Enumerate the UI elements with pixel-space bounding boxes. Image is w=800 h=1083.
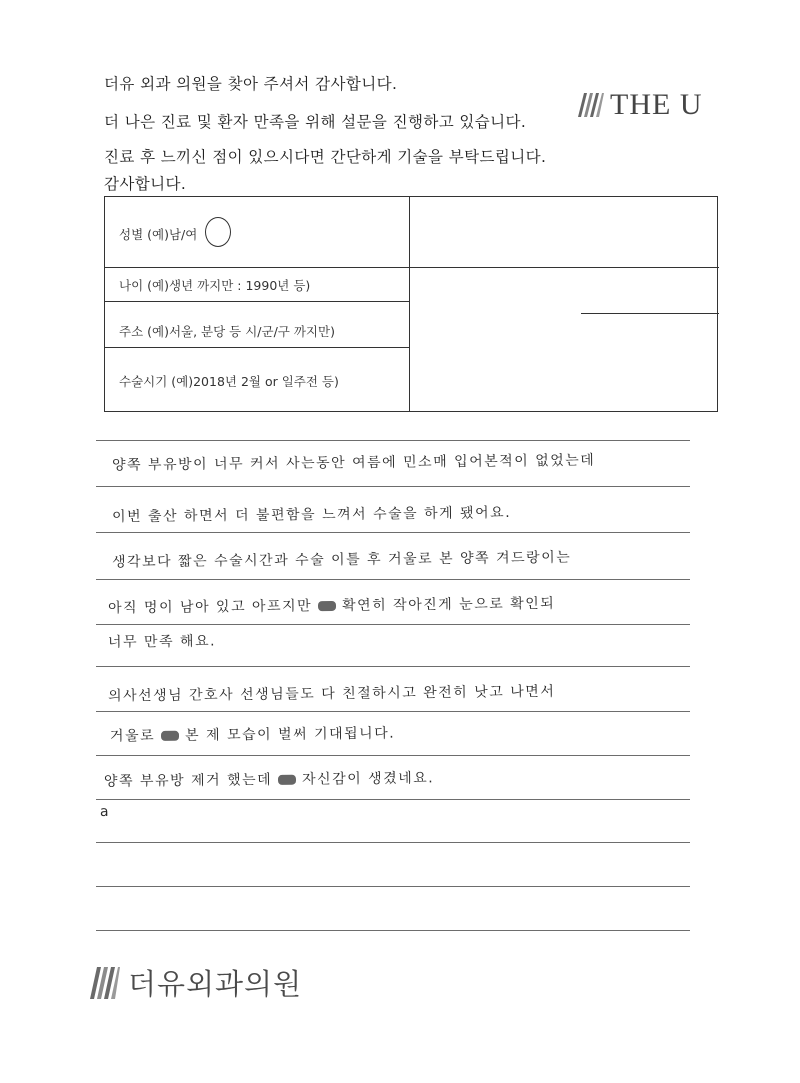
writing-line (96, 440, 690, 441)
table-row-divider (105, 267, 719, 268)
table-row-divider (581, 313, 719, 314)
writing-line (96, 799, 690, 800)
handwritten-text: 본 제 모습이 벌써 기대됩니다. (185, 725, 396, 744)
table-column-divider (409, 197, 410, 411)
writing-line (96, 842, 690, 843)
scribble-mark (161, 731, 179, 741)
writing-line (96, 755, 690, 756)
writing-line (96, 579, 690, 580)
handwritten-line-3: 생각보다 짧은 수술시간과 수술 이틀 후 거울로 본 양쪽 겨드랑이는 (111, 549, 572, 571)
writing-line (96, 624, 690, 625)
handwritten-line-7 (110, 723, 395, 746)
handwritten-line-9: a (99, 803, 111, 821)
writing-line (96, 486, 690, 487)
table-row-divider (105, 347, 409, 348)
handwritten-line-4 (108, 593, 555, 618)
handwritten-text: 거울로 (109, 728, 156, 745)
handwritten-line-5: 너무 만족 해요. (107, 633, 217, 651)
gender-label: 성별 (예)남/여 (119, 227, 198, 242)
handwritten-text: 확연히 작아진게 눈으로 확인되 (342, 595, 556, 614)
age-label: 나이 (예)생년 까지만 : 1990년 등) (119, 278, 311, 293)
writing-line (96, 886, 690, 887)
intro-line-3: 진료 후 느끼신 점이 있으시다면 간단하게 기술을 부탁드립니다. (104, 148, 547, 166)
writing-line (96, 532, 690, 533)
writing-line (96, 666, 690, 667)
handwritten-line-1: 양쪽 부유방이 너무 커서 사는동안 여름에 민소매 입어본적이 없었는데 (111, 452, 596, 474)
writing-line (96, 930, 690, 931)
handwritten-text: 자신감이 생겼네요. (302, 770, 435, 788)
scribble-mark (278, 775, 296, 785)
writing-line (96, 711, 690, 712)
handwritten-text: 아직 멍이 남아 있고 아프지만 (107, 598, 313, 617)
brand-stripes-icon (578, 93, 604, 117)
scribble-mark (318, 601, 336, 611)
table-row-divider (105, 301, 409, 302)
surgery-date-label: 수술시기 (예)2018년 2월 or 일주전 등) (119, 374, 339, 389)
handwritten-line-8 (104, 767, 434, 790)
gender-field (119, 225, 197, 243)
brand-logo (578, 88, 702, 122)
gender-selection-circle (205, 217, 231, 247)
address-label: 주소 (예)서울, 분당 등 시/군/구 까지만) (119, 324, 335, 339)
intro-line-4: 감사합니다. (104, 175, 187, 193)
patient-info-table (104, 196, 718, 412)
intro-line-1: 더유 외과 의원을 찾아 주셔서 감사합니다. (104, 75, 398, 93)
clinic-stripes-icon (90, 967, 120, 999)
intro-line-2: 더 나은 진료 및 환자 만족을 위해 설문을 진행하고 있습니다. (104, 113, 527, 131)
handwritten-text: 양쪽 부유방 제거 했는데 (103, 771, 273, 790)
handwritten-line-2: 이번 출산 하면서 더 불편함을 느껴서 수술을 하게 됐어요. (111, 504, 512, 526)
clinic-name: 더유외과의원 (128, 967, 303, 1001)
brand-text: THE U (610, 88, 703, 121)
handwritten-line-6: 의사선생님 간호사 선생님들도 다 친절하시고 완전히 낫고 나면서 (107, 683, 556, 705)
clinic-footer-logo (90, 962, 302, 1003)
